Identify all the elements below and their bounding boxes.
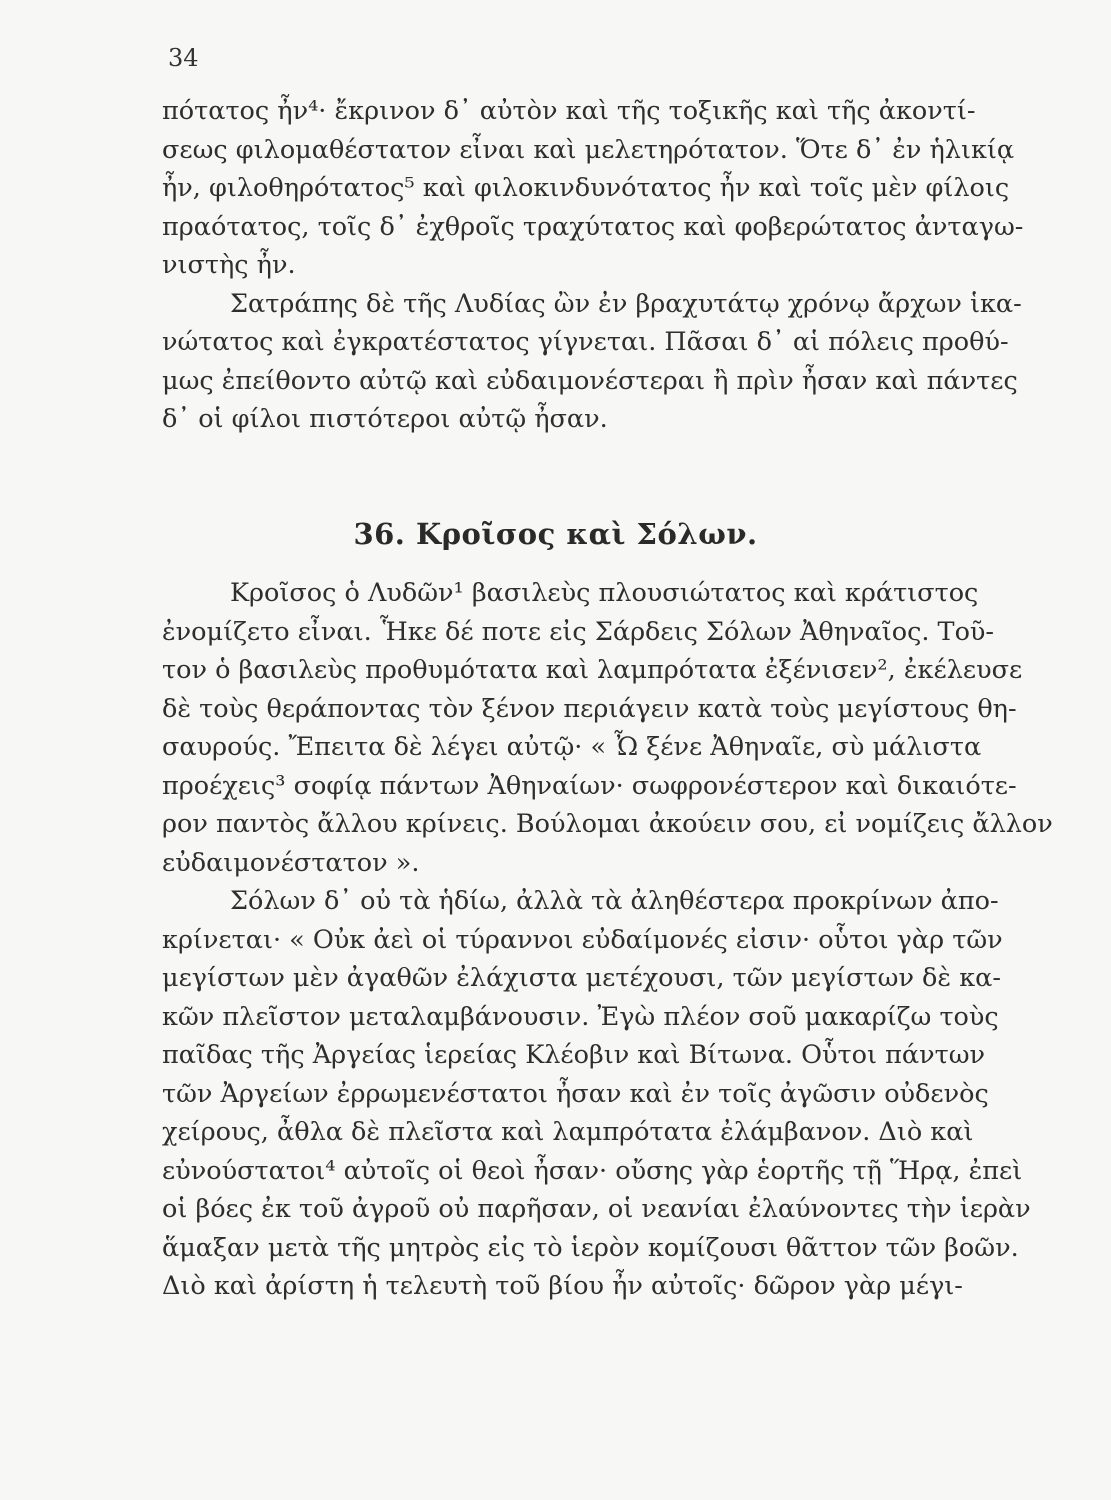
- text-line: τον ὁ βασιλεὺς προθυμότατα καὶ λαμπρότατα ἐξένισεν², ἐκέλευσε: [162, 655, 1023, 685]
- text-line: δ᾽ οἱ φίλοι πιστότεροι αὐτῷ ἦσαν.: [162, 404, 608, 434]
- text-line: εὐδαιμονέστατον ».: [162, 847, 420, 878]
- text-line: σεως φιλομαθέστατον εἶναι καὶ μελετηρότατον. Ὅτε δ᾽ ἐν ἡλικίᾳ: [162, 134, 1015, 165]
- text-line: πραότατος, τοῖς δ᾽ ἐχθροῖς τραχύτατος καὶ φοβερώτατος ἀνταγω-: [162, 211, 1024, 242]
- chapter-title: 36. Κροῖσος καὶ Σόλων.: [353, 517, 758, 551]
- text-line: ἅμαξαν μετὰ τῆς μητρὸς εἰς τὸ ἱερὸν κομίζουσι θᾶττον τῶν βοῶν.: [162, 1232, 1019, 1263]
- text-line: μεγίστων μὲν ἀγαθῶν ἐλάχιστα μετέχουσι, τῶν μεγίστων δὲ κα-: [162, 963, 1001, 993]
- text-line: σαυρούς. Ἔπειτα δὲ λέγει αὐτῷ· « Ὦ ξένε Ἀθηναῖε, σὺ μάλιστα: [162, 732, 982, 762]
- paragraph-block-1: [162, 92, 1024, 439]
- text-line: μως ἐπείθοντο αὐτῷ καὶ εὐδαιμονέστεραι ἢ πρὶν ἦσαν καὶ πάντες: [162, 365, 1018, 396]
- text-line: οἱ βόες ἐκ τοῦ ἀγροῦ οὐ παρῆσαν, οἱ νεανίαι ἐλαύνοντες τὴν ἱερὰν: [162, 1194, 1031, 1224]
- page-number: 34: [168, 44, 199, 72]
- text-line: κῶν πλεῖστον μεταλαμβάνουσιν. Ἐγὼ πλέον σοῦ μακαρίζω τοὺς: [162, 1001, 999, 1032]
- paragraph-block-2: [162, 574, 1053, 1306]
- text-line: ἐνομίζετο εἶναι. Ἧκε δέ ποτε εἰς Σάρδεις Σόλων Ἀθηναῖος. Τοῦ-: [162, 616, 995, 647]
- text-line: εὐνούστατοι⁴ αὐτοῖς οἱ θεοὶ ἦσαν· οὔσης γὰρ ἑορτῆς τῇ Ἥρᾳ, ἐπεὶ: [162, 1155, 1023, 1186]
- text-line: δὲ τοὺς θεράποντας τὸν ξένον περιάγειν κατὰ τοὺς μεγίστους θη-: [162, 693, 1017, 724]
- text-line: ρον παντὸς ἄλλου κρίνεις. Βούλομαι ἀκούειν σου, εἰ νομίζεις ἄλλον: [162, 809, 1053, 839]
- text-line: προέχεις³ σοφίᾳ πάντων Ἀθηναίων· σωφρονέστερον καὶ δικαιότε-: [162, 770, 1017, 801]
- text-line: νιστὴς ἦν.: [162, 250, 296, 280]
- text-line: Κροῖσος ὁ Λυδῶν¹ βασιλεὺς πλουσιώτατος καὶ κράτιστος: [230, 578, 979, 608]
- text-line: χείρους, ἆθλα δὲ πλεῖστα καὶ λαμπρότατα ἐλάμβανον. Διὸ καὶ: [162, 1117, 974, 1147]
- text-line: Σατράπης δὲ τῆς Λυδίας ὢν ἐν βραχυτάτῳ χρόνῳ ἄρχων ἱκα-: [230, 288, 1022, 319]
- text-line: παῖδας τῆς Ἀργείας ἱερείας Κλέοβιν καὶ Βίτωνα. Οὗτοι πάντων: [162, 1040, 985, 1070]
- text-line: τῶν Ἀργείων ἐρρωμενέστατοι ἦσαν καὶ ἐν τοῖς ἀγῶσιν οὐδενὸς: [162, 1078, 989, 1109]
- text-line: ἦν, φιλοθηρότατος⁵ καὶ φιλοκινδυνότατος ἦν καὶ τοῖς μὲν φίλοις: [162, 173, 1010, 203]
- text-line: κρίνεται· « Οὐκ ἀεὶ οἱ τύραννοι εὐδαίμονές εἰσιν· οὗτοι γὰρ τῶν: [162, 924, 1003, 955]
- text-line: νώτατος καὶ ἐγκρατέστατος γίγνεται. Πᾶσαι δ᾽ αἱ πόλεις προθύ-: [162, 327, 1009, 357]
- text-line: Διὸ καὶ ἀρίστη ἡ τελευτὴ τοῦ βίου ἦν αὐτοῖς· δῶρον γὰρ μέγι-: [162, 1271, 963, 1301]
- text-line: Σόλων δ᾽ οὐ τὰ ἡδίω, ἀλλὰ τὰ ἀληθέστερα προκρίνων ἀπο-: [230, 886, 999, 916]
- text-line: πότατος ἦν⁴· ἔκρινον δ᾽ αὐτὸν καὶ τῆς τοξικῆς καὶ τῆς ἀκοντί-: [162, 96, 976, 126]
